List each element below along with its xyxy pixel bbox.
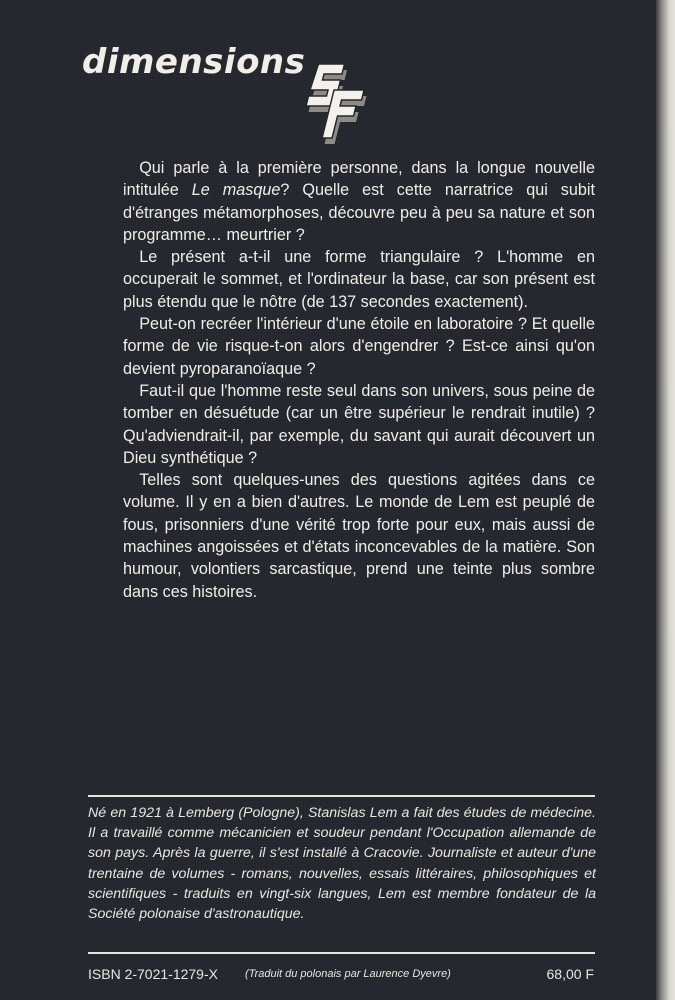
isbn: ISBN 2-7021-1279-X <box>88 966 218 982</box>
story-title: Le masque <box>191 181 281 200</box>
blurb-paragraph: Qui parle à la première personne, dans la longue nouvelle intitulée Le masque? Quelle est cette narratrice qui subit d'étranges métamorphoses, découvre peu à peu sa nature et son programme… meurtrier ? <box>123 159 595 244</box>
blurb-paragraph: Faut-il que l'homme reste seul dans son univers, sous peine de tomber en désuétude (car un être supérieur le rendrait inutile) ? Qu'adviendrait-il, par exemple, du savant qui aurait découvert un Dieu synthétique ? <box>123 381 595 467</box>
back-cover-blurb <box>123 157 595 603</box>
book-spine-edge <box>656 0 675 1000</box>
translator-credit: (Traduit du polonais par Laurence Dyevre) <box>245 968 451 980</box>
series-logo <box>82 42 382 152</box>
series-wordmark: dimensions <box>82 42 306 82</box>
cover-footer <box>88 966 596 988</box>
blurb-paragraph: Telles sont quelques-unes des questions agitées dans ce volume. Il y en a bien d'autres. Le monde de Lem est peuplé de fous, prisonniers d'une vérité trop forte pour eux, mais aussi de machines angoissées et d'états inconcevables de la matière. Son humour, volontiers sarcastique, prend une teinte plus sombre dans ces histoires. <box>123 471 595 601</box>
blurb-paragraph: Peut-on recréer l'intérieur d'une étoile en laboratoire ? Et quelle forme de vie risque-t-on alors d'engendrer ? Est-ce ainsi qu'on devient pyroparanoïaque ? <box>123 315 595 378</box>
author-bio: Né en 1921 à Lemberg (Pologne), Stanislas Lem a fait des études de médecine. Il a travaillé comme mécanicien et soudeur pendant l'Occupation allemande de son pays. Après la guerre, il s'est installé à Cracovie. Journaliste et auteur d'une trentaine de volumes - romans, nouvelles, essais littéraires, philosophiques et scientifiques - traduits en vingt-six langues, Lem est membre fondateur de la Société polonaise d'astronautique. <box>88 805 596 923</box>
price: 68,00 F <box>546 966 594 982</box>
sf-emblem-icon <box>294 50 384 150</box>
bio-top-divider <box>88 795 595 797</box>
blurb-paragraph: Le présent a-t-il une forme triangulaire ? L'homme en occuperait le sommet, et l'ordinateur la base, car son présent est plus étendu que le nôtre (de 137 secondes exactement). <box>123 248 595 311</box>
bio-bottom-divider <box>88 952 595 954</box>
